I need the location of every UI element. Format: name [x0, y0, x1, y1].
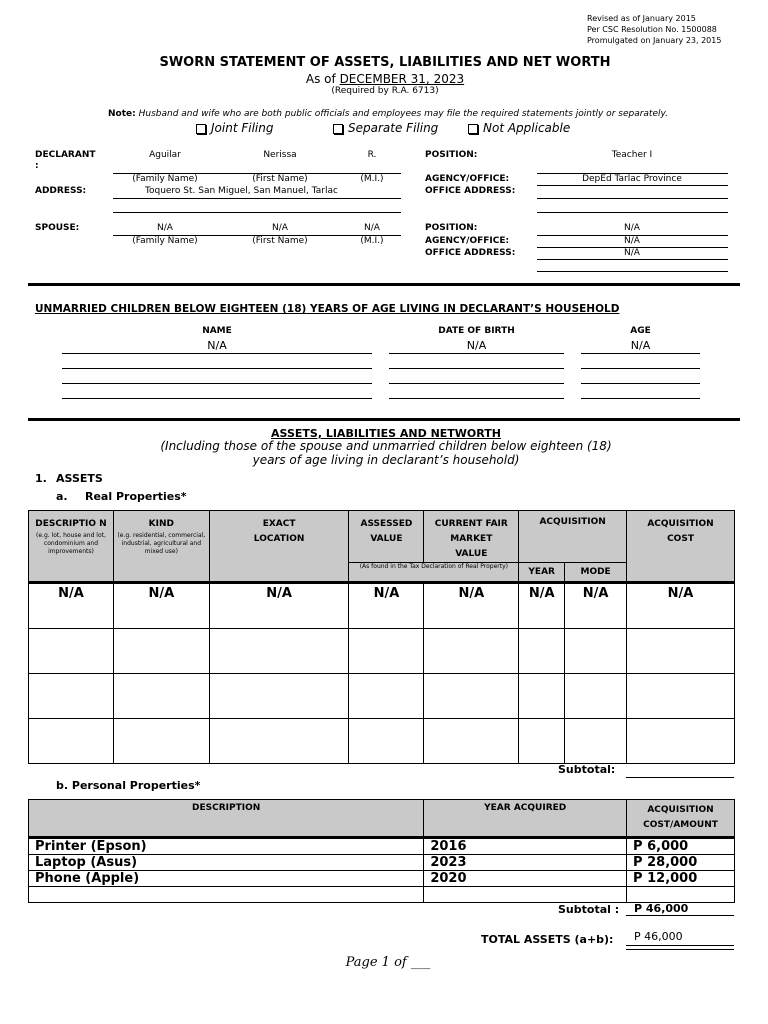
as-of-date: DECEMBER 31, 2023 [339, 72, 465, 86]
spouse-agency[interactable]: N/A [624, 236, 640, 246]
office-address-label: OFFICE ADDRESS: [425, 186, 516, 196]
total-assets-label: TOTAL ASSETS (a+b): [481, 933, 614, 946]
office-address-line-2 [537, 212, 728, 213]
filing-option-joint[interactable] [196, 121, 273, 135]
pp-desc[interactable]: Printer (Epson) [29, 838, 424, 855]
filing-option-label: Not Applicable [483, 121, 571, 135]
filing-option-separate[interactable] [333, 121, 438, 135]
pp-cost[interactable]: P 6,000 [627, 838, 735, 855]
declarant-first-name[interactable]: Nerissa [263, 150, 297, 160]
table-row [29, 674, 735, 719]
filing-option-not-applicable[interactable] [468, 121, 570, 135]
real-cell[interactable]: N/A [113, 583, 209, 629]
col-location: EXACT LOCATION [209, 511, 349, 583]
personal-subtotal-value[interactable]: P 46,000 [634, 902, 689, 915]
col-assessed: ASSESSED VALUE [349, 511, 424, 563]
checkbox-icon[interactable] [333, 124, 343, 134]
children-col-name: NAME [202, 326, 232, 336]
filing-option-label: Joint Filing [211, 121, 274, 135]
declarant-mi[interactable]: R. [367, 150, 377, 160]
assets-sub-2: years of age living in declarant’s household) [252, 453, 520, 467]
pp-desc[interactable]: Phone (Apple) [29, 871, 424, 887]
col-kind: KIND (e.g. residential, commercial, industrial, agricultural and mixed use) [113, 511, 209, 583]
pp-desc[interactable]: Laptop (Asus) [29, 855, 424, 871]
child-dob[interactable]: N/A [466, 339, 487, 352]
csc-resolution: Per CSC Resolution No. 1500088 [587, 25, 717, 34]
child-age[interactable]: N/A [630, 339, 651, 352]
personal-properties-table [28, 799, 735, 903]
as-of-line [0, 72, 768, 86]
checkbox-icon[interactable] [468, 124, 478, 134]
position-label: POSITION: [425, 150, 478, 160]
pp-cost[interactable]: P 28,000 [627, 855, 735, 871]
personal-subtotal-label: Subtotal : [558, 903, 620, 916]
children-col-dob: DATE OF BIRTH [438, 326, 515, 336]
tax-declaration-note: (As found in the Tax Declaration of Real Property) [349, 563, 519, 583]
real-cell[interactable]: N/A [565, 583, 627, 629]
real-properties-label: Real Properties* [85, 490, 187, 503]
pp-cost[interactable]: P 12,000 [627, 871, 735, 887]
real-cell[interactable]: N/A [209, 583, 349, 629]
col-year: YEAR [519, 563, 565, 583]
checkbox-icon[interactable] [196, 124, 206, 134]
office-address-line [537, 198, 728, 199]
real-cell[interactable]: N/A [627, 583, 735, 629]
spouse-agency-label: AGENCY/OFFICE: [425, 236, 510, 246]
mi-caption: (M.I.) [360, 174, 384, 184]
table-row [29, 719, 735, 764]
section-divider [28, 283, 740, 286]
spouse-family-caption: (Family Name) [132, 236, 198, 246]
address-line-2 [113, 212, 401, 213]
spouse-position[interactable]: N/A [624, 223, 640, 233]
declarant-agency[interactable]: DepEd Tarlac Province [582, 174, 682, 184]
spouse-family-name[interactable]: N/A [157, 223, 173, 233]
note-text: Husband and wife who are both public officials and employees may file the required statements jointly or separately. [138, 109, 668, 119]
table-row [29, 838, 735, 855]
as-of-label: As of [305, 72, 336, 86]
spouse-label: SPOUSE: [35, 223, 80, 233]
required-by: (Required by R.A. 6713) [331, 86, 439, 96]
note-label: Note: [108, 109, 136, 119]
assets-number: 1. [35, 472, 47, 485]
spouse-office-line-2 [537, 271, 728, 272]
pp-year[interactable]: 2023 [424, 855, 627, 871]
real-letter: a. [56, 490, 68, 503]
real-properties-table [28, 510, 735, 764]
declarant-address[interactable]: Toquero St. San Miguel, San Manuel, Tarlac [145, 186, 338, 196]
address-line [113, 198, 401, 199]
assets-sub-1: (Including those of the spouse and unmarried children below eighteen (18) [160, 439, 612, 453]
real-cell[interactable]: N/A [349, 583, 424, 629]
children-heading: UNMARRIED CHILDREN BELOW EIGHTEEN (18) YEARS OF AGE LIVING IN DECLARANT’S HOUSEHOLD [35, 303, 620, 315]
col-acquisition: ACQUISITION [519, 511, 627, 563]
spouse-mi[interactable]: N/A [364, 223, 380, 233]
col-acq-cost: ACQUISITION COST [627, 511, 735, 583]
spouse-office-line [537, 259, 728, 260]
spouse-first-caption: (First Name) [252, 236, 308, 246]
declarant-position[interactable]: Teacher I [611, 150, 653, 160]
col-pp-cost: ACQUISITION COST/AMOUNT [627, 800, 735, 838]
first-name-caption: (First Name) [252, 174, 308, 184]
table-row [29, 629, 735, 674]
personal-subtotal-line [626, 915, 734, 916]
personal-properties-label: b. Personal Properties* [56, 779, 201, 792]
section-divider-2 [28, 418, 740, 421]
table-row [29, 855, 735, 871]
real-subtotal-label: Subtotal: [558, 763, 616, 776]
declarant-colon: : [35, 161, 39, 171]
pp-year[interactable]: 2016 [424, 838, 627, 855]
table-row [29, 887, 735, 903]
col-fair-market: CURRENT FAIR MARKET VALUE [424, 511, 519, 563]
agency-label: AGENCY/OFFICE: [425, 174, 510, 184]
declarant-label: DECLARANT [35, 150, 96, 160]
pp-year[interactable]: 2020 [424, 871, 627, 887]
table-row [29, 583, 735, 629]
promulgated-date: Promulgated on January 23, 2015 [587, 36, 722, 45]
page-number: Page 1 of ___ [345, 955, 431, 970]
assets-label: ASSETS [56, 472, 103, 485]
assets-heading: ASSETS, LIABILITIES AND NETWORTH [271, 427, 501, 440]
total-assets-value[interactable]: P 46,000 [634, 930, 683, 943]
col-mode: MODE [565, 563, 627, 583]
real-cell[interactable]: N/A [519, 583, 565, 629]
spouse-office-address-label: OFFICE ADDRESS: [425, 248, 516, 258]
family-name-caption: (Family Name) [132, 174, 198, 184]
spouse-position-label: POSITION: [425, 223, 478, 233]
revised-date: Revised as of January 2015 [587, 14, 696, 23]
total-double-underline [626, 945, 734, 950]
address-label: ADDRESS: [35, 186, 87, 196]
real-cell[interactable]: N/A [424, 583, 519, 629]
revision-info [587, 13, 721, 46]
child-name[interactable]: N/A [207, 339, 227, 352]
form-title: SWORN STATEMENT OF ASSETS, LIABILITIES AND NET WORTH [159, 55, 611, 70]
filing-option-label: Separate Filing [348, 121, 439, 135]
declarant-family-name[interactable]: Aguilar [149, 150, 181, 160]
spouse-office-address[interactable]: N/A [624, 248, 640, 258]
col-pp-year: YEAR ACQUIRED [424, 800, 627, 838]
col-pp-description: DESCRIPTION [29, 800, 424, 838]
real-subtotal-line[interactable] [626, 777, 734, 778]
table-row [29, 871, 735, 887]
spouse-first-name[interactable]: N/A [272, 223, 288, 233]
real-cell[interactable]: N/A [29, 583, 114, 629]
note-line [0, 109, 768, 119]
agency-line [537, 185, 728, 186]
children-col-age: AGE [630, 326, 651, 336]
col-description: DESCRIPTIO N (e.g. lot, house and lot, condominium and improvements) [29, 511, 114, 583]
spouse-mi-caption: (M.I.) [360, 236, 384, 246]
